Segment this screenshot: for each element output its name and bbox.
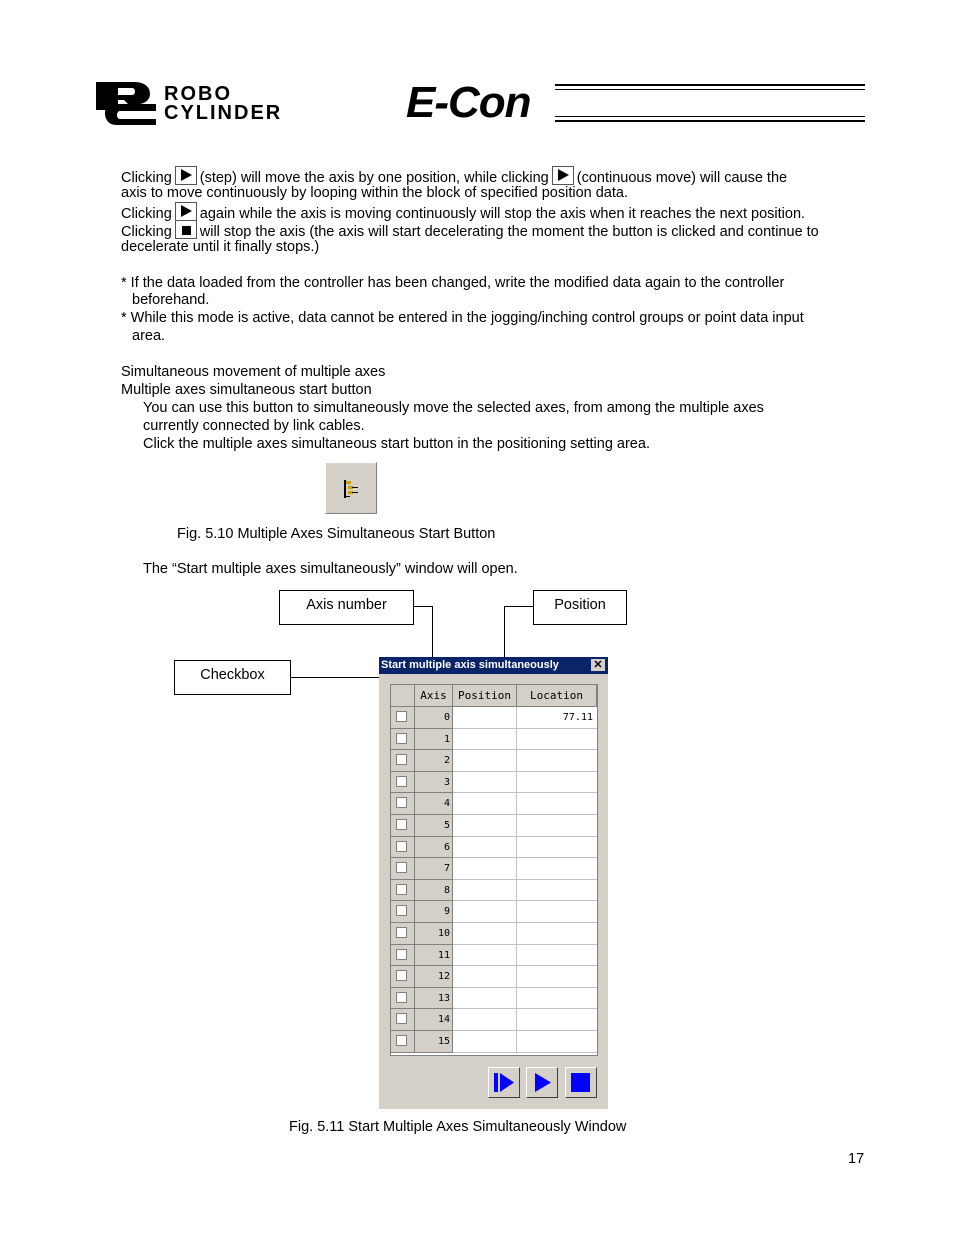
axis-checkbox[interactable] bbox=[396, 819, 407, 830]
table-row bbox=[391, 923, 597, 945]
brand-line-1: ROBO bbox=[164, 83, 232, 105]
axis-number-cell: 12 bbox=[415, 966, 453, 988]
step-icon bbox=[489, 1068, 519, 1097]
axis-checkbox[interactable] bbox=[396, 1013, 407, 1024]
checkbox-cell bbox=[391, 772, 415, 794]
location-cell bbox=[517, 1031, 597, 1053]
note1-line1: * If the data loaded from the controller has been changed, write the modified data again to the controller bbox=[121, 275, 785, 291]
position-cell[interactable] bbox=[453, 815, 517, 837]
para1-line2: axis to move continuously by looping within the block of specified position data. bbox=[121, 185, 628, 201]
location-cell bbox=[517, 837, 597, 859]
axis-checkbox[interactable] bbox=[396, 884, 407, 895]
table-row bbox=[391, 1031, 597, 1053]
axis-checkbox[interactable] bbox=[396, 992, 407, 1003]
axis-grid bbox=[390, 684, 598, 1056]
checkbox-cell bbox=[391, 793, 415, 815]
location-cell bbox=[517, 945, 597, 967]
fig-5-10-caption: Fig. 5.10 Multiple Axes Simultaneous Start Button bbox=[177, 526, 496, 542]
location-cell bbox=[517, 729, 597, 751]
header-rule-top-2 bbox=[555, 89, 865, 90]
table-row bbox=[391, 988, 597, 1010]
header-corner bbox=[391, 685, 415, 707]
table-row bbox=[391, 729, 597, 751]
header-rule-bottom-1 bbox=[555, 116, 865, 117]
note2-line1: * While this mode is active, data cannot be entered in the jogging/inching control groups or point data input bbox=[121, 310, 804, 326]
location-cell bbox=[517, 815, 597, 837]
robo-cylinder-logo-mark bbox=[94, 80, 158, 126]
location-cell bbox=[517, 750, 597, 772]
stop-icon bbox=[566, 1068, 596, 1097]
location-cell: 77.11 bbox=[517, 707, 597, 729]
table-row bbox=[391, 707, 597, 729]
axis-checkbox[interactable] bbox=[396, 905, 407, 916]
checkbox-cell bbox=[391, 837, 415, 859]
checkbox-cell bbox=[391, 901, 415, 923]
location-cell bbox=[517, 772, 597, 794]
table-row bbox=[391, 815, 597, 837]
position-cell[interactable] bbox=[453, 945, 517, 967]
axis-number-cell: 0 bbox=[415, 707, 453, 729]
text-span: Clicking bbox=[121, 224, 172, 240]
axis-number-cell: 5 bbox=[415, 815, 453, 837]
position-cell[interactable] bbox=[453, 772, 517, 794]
position-cell[interactable] bbox=[453, 707, 517, 729]
location-cell bbox=[517, 923, 597, 945]
checkbox-cell bbox=[391, 966, 415, 988]
position-cell[interactable] bbox=[453, 1031, 517, 1053]
position-cell[interactable] bbox=[453, 1009, 517, 1031]
location-cell bbox=[517, 880, 597, 902]
start-multiple-axes-dialog bbox=[379, 657, 608, 1109]
position-cell[interactable] bbox=[453, 901, 517, 923]
header-rule-bottom-2 bbox=[555, 120, 865, 122]
axis-checkbox[interactable] bbox=[396, 1035, 407, 1046]
checkbox-cell bbox=[391, 988, 415, 1010]
checkbox-cell bbox=[391, 750, 415, 772]
header-rule-top-1 bbox=[555, 84, 865, 86]
position-cell[interactable] bbox=[453, 988, 517, 1010]
location-cell bbox=[517, 901, 597, 923]
table-row bbox=[391, 837, 597, 859]
axis-number-cell: 2 bbox=[415, 750, 453, 772]
axis-number-cell: 6 bbox=[415, 837, 453, 859]
note1-line2: beforehand. bbox=[132, 292, 210, 308]
location-cell bbox=[517, 793, 597, 815]
axis-checkbox[interactable] bbox=[396, 927, 407, 938]
callout-position: Position bbox=[533, 590, 627, 625]
checkbox-cell bbox=[391, 858, 415, 880]
leader-axis-h bbox=[414, 606, 433, 607]
table-row bbox=[391, 858, 597, 880]
axis-number-cell: 9 bbox=[415, 901, 453, 923]
axis-number-cell: 15 bbox=[415, 1031, 453, 1053]
axis-number-cell: 14 bbox=[415, 1009, 453, 1031]
fig-5-11-caption: Fig. 5.11 Start Multiple Axes Simultaneously Window bbox=[289, 1119, 627, 1135]
checkbox-cell bbox=[391, 945, 415, 967]
multi-axis-start-button[interactable] bbox=[325, 462, 377, 514]
continuous-move-icon bbox=[552, 166, 574, 185]
axis-checkbox[interactable] bbox=[396, 862, 407, 873]
table-row bbox=[391, 880, 597, 902]
continuous-start-button[interactable] bbox=[526, 1067, 558, 1098]
axis-checkbox[interactable] bbox=[396, 776, 407, 787]
product-logo: E-Con bbox=[406, 78, 531, 127]
callout-axis-number: Axis number bbox=[279, 590, 414, 625]
play-icon bbox=[527, 1068, 557, 1097]
section-body-2: currently connected by link cables. bbox=[143, 418, 365, 434]
checkbox-cell bbox=[391, 923, 415, 945]
checkbox-cell bbox=[391, 815, 415, 837]
checkbox-cell bbox=[391, 1031, 415, 1053]
axis-checkbox[interactable] bbox=[396, 754, 407, 765]
section-heading: Simultaneous movement of multiple axes bbox=[121, 364, 386, 380]
stop-button[interactable] bbox=[565, 1067, 597, 1098]
table-row bbox=[391, 750, 597, 772]
table-row bbox=[391, 966, 597, 988]
text-span: Clicking bbox=[121, 206, 172, 222]
location-cell bbox=[517, 966, 597, 988]
position-cell[interactable] bbox=[453, 966, 517, 988]
axis-checkbox[interactable] bbox=[396, 711, 407, 722]
position-cell[interactable] bbox=[453, 858, 517, 880]
step-icon bbox=[175, 166, 197, 185]
section-body-3: Click the multiple axes simultaneous start button in the positioning setting area. bbox=[143, 436, 650, 452]
table-row bbox=[391, 1009, 597, 1031]
brand-line-2: CYLINDER bbox=[164, 102, 283, 124]
col-header-location: Location bbox=[517, 685, 597, 707]
checkbox-cell bbox=[391, 1009, 415, 1031]
location-cell bbox=[517, 1009, 597, 1031]
stop-icon bbox=[175, 220, 197, 239]
continuous-move-icon bbox=[175, 202, 197, 221]
location-cell bbox=[517, 858, 597, 880]
para1-line5: decelerate until it finally stops.) bbox=[121, 239, 320, 255]
position-cell[interactable] bbox=[453, 729, 517, 751]
window-open-text: The “Start multiple axes simultaneously” window will open. bbox=[143, 561, 518, 577]
axis-number-cell: 8 bbox=[415, 880, 453, 902]
step-start-button[interactable] bbox=[488, 1067, 520, 1098]
axis-number-cell: 11 bbox=[415, 945, 453, 967]
axis-number-cell: 1 bbox=[415, 729, 453, 751]
col-header-position: Position bbox=[453, 685, 517, 707]
multi-axis-start-icon bbox=[326, 463, 378, 515]
text-span: will stop the axis (the axis will start decelerating the moment the button is clicked and continue to bbox=[199, 224, 819, 240]
axis-checkbox[interactable] bbox=[396, 797, 407, 808]
checkbox-cell bbox=[391, 729, 415, 751]
text-span: again while the axis is moving continuously will stop the axis when it reaches the next position. bbox=[199, 206, 806, 222]
text-span: (continuous move) will cause the bbox=[576, 170, 788, 186]
dialog-title: Start multiple axis simultaneously bbox=[379, 657, 608, 674]
page-number: 17 bbox=[848, 1151, 865, 1167]
axis-number-cell: 13 bbox=[415, 988, 453, 1010]
axis-checkbox[interactable] bbox=[396, 970, 407, 981]
axis-checkbox[interactable] bbox=[396, 733, 407, 744]
position-cell[interactable] bbox=[453, 880, 517, 902]
section-subheading: Multiple axes simultaneous start button bbox=[121, 382, 372, 398]
col-header-axis: Axis bbox=[415, 685, 453, 707]
position-cell[interactable] bbox=[453, 793, 517, 815]
checkbox-cell bbox=[391, 707, 415, 729]
table-row bbox=[391, 901, 597, 923]
callout-checkbox: Checkbox bbox=[174, 660, 291, 695]
axis-number-cell: 4 bbox=[415, 793, 453, 815]
axis-checkbox[interactable] bbox=[396, 949, 407, 960]
close-icon[interactable]: ✕ bbox=[591, 659, 605, 671]
position-cell[interactable] bbox=[453, 750, 517, 772]
table-row bbox=[391, 793, 597, 815]
text-span: (step) will move the axis by one position, while clicking bbox=[199, 170, 549, 186]
leader-position-h bbox=[504, 606, 533, 607]
location-cell bbox=[517, 988, 597, 1010]
axis-number-cell: 7 bbox=[415, 858, 453, 880]
section-body-1: You can use this button to simultaneously move the selected axes, from among the multiple axes bbox=[143, 400, 764, 416]
axis-number-cell: 3 bbox=[415, 772, 453, 794]
position-cell[interactable] bbox=[453, 923, 517, 945]
position-cell[interactable] bbox=[453, 837, 517, 859]
table-row bbox=[391, 945, 597, 967]
axis-checkbox[interactable] bbox=[396, 841, 407, 852]
text-span: Clicking bbox=[121, 170, 172, 186]
axis-number-cell: 10 bbox=[415, 923, 453, 945]
table-row bbox=[391, 772, 597, 794]
note2-line2: area. bbox=[132, 328, 166, 344]
checkbox-cell bbox=[391, 880, 415, 902]
